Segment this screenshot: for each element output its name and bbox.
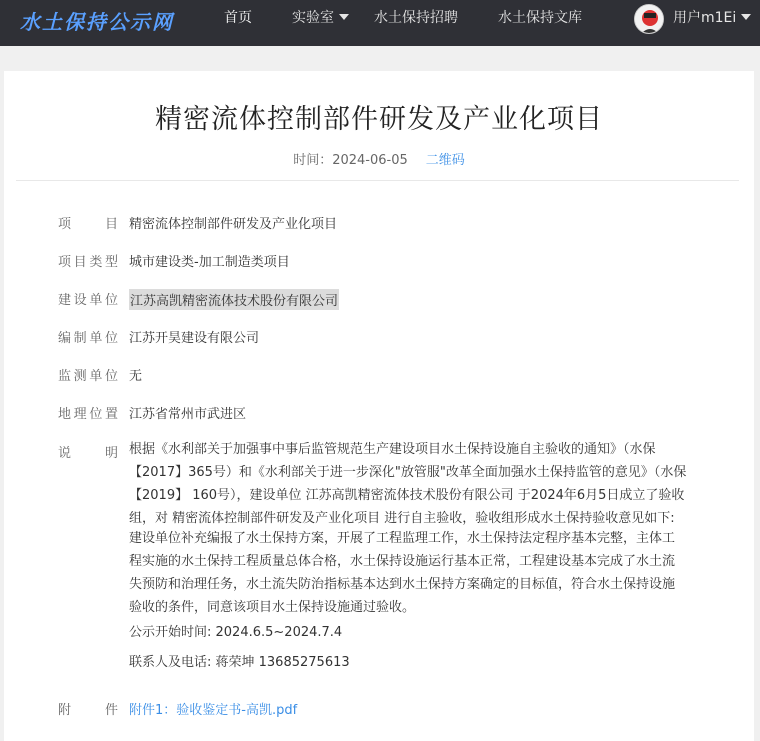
field-label: 建设单位 [58, 293, 118, 308]
article-meta [4, 149, 754, 168]
description-paragraph-1 [129, 438, 726, 530]
article-card [4, 71, 754, 741]
field-label: 项目 [58, 217, 118, 232]
avatar[interactable] [634, 4, 664, 34]
top-navbar [0, 0, 760, 46]
description-line: 根据《水利部关于加强事中事后监管规范生产建设项目水土保持设施自主验收的通知》（水保 [129, 442, 656, 457]
divider [16, 180, 739, 181]
field-value: 江苏开昊建设有限公司 [129, 331, 260, 346]
field-value-highlighted: 江苏高凯精密流体技术股份有限公司 [129, 289, 339, 310]
field-label: 编制单位 [58, 331, 118, 346]
description-line: 验收的条件，同意该项目水土保持设施通过验收。 [129, 600, 416, 615]
field-value: 精密流体控制部件研发及产业化项目 [129, 217, 338, 232]
avatar-icon [635, 5, 664, 34]
nav-lab-label: 实验室 [292, 10, 334, 26]
field-label: 附件 [58, 703, 118, 718]
nav-lab[interactable] [292, 0, 349, 36]
description-line: 建设单位补充编报了水土保持方案，开展了工程监理工作，水土保持法定程序基本完整，主体工 [129, 531, 676, 546]
description-line: 组，对 精密流体控制部件研发及产业化项目 进行自主验收，验收组形成水土保持验收意见如下: [129, 511, 675, 526]
attachment-link[interactable]: 附件1：验收鉴定书-高凯.pdf [129, 703, 298, 718]
publish-time: 时间：2024-06-05 [293, 153, 408, 168]
chevron-down-icon [339, 14, 349, 20]
user-name: 用户m1Ei [673, 10, 737, 26]
field-value: 无 [129, 369, 143, 384]
nav-jobs[interactable]: 水土保持招聘 [374, 10, 458, 26]
nav-library[interactable]: 水土保持文库 [498, 10, 582, 26]
field-label: 监测单位 [58, 369, 118, 384]
field-label: 说明 [58, 446, 118, 461]
user-menu[interactable] [673, 0, 751, 36]
field-label: 项目类型 [58, 255, 118, 270]
page-title: 精密流体控制部件研发及产业化项目 [155, 104, 603, 135]
description-paragraph-2 [129, 527, 726, 619]
field-value: 江苏省常州市武进区 [129, 407, 247, 422]
site-logo[interactable]: 水土保持公示网 [20, 10, 174, 34]
description-line: 失预防和治理任务，水土流失防治指标基本达到水土保持方案确定的目标值，符合水土保持设施 [129, 577, 676, 592]
contact-info: 联系人及电话: 蒋荣坤 13685275613 [129, 655, 350, 670]
nav-home[interactable]: 首页 [224, 10, 252, 26]
description-line: 程实施的水土保持工程质量总体合格，水土保持设施运行基本正常，工程建设基本完成了水土流 [129, 554, 676, 569]
qr-code-link[interactable]: 二维码 [425, 153, 465, 168]
description-line: 【2017】365号）和《水利部关于进一步深化"放管服"改革全面加强水土保持监管的意见》（水保 [129, 465, 687, 480]
field-value: 城市建设类-加工制造类项目 [129, 255, 290, 270]
public-period: 公示开始时间: 2024.6.5~2024.7.4 [129, 625, 343, 640]
chevron-down-icon [741, 14, 751, 20]
description-line: 【2019】 160号），建设单位 江苏高凯精密流体技术股份有限公司 于2024年6月5日成立了验收 [129, 488, 685, 503]
field-label: 地理位置 [58, 407, 118, 422]
